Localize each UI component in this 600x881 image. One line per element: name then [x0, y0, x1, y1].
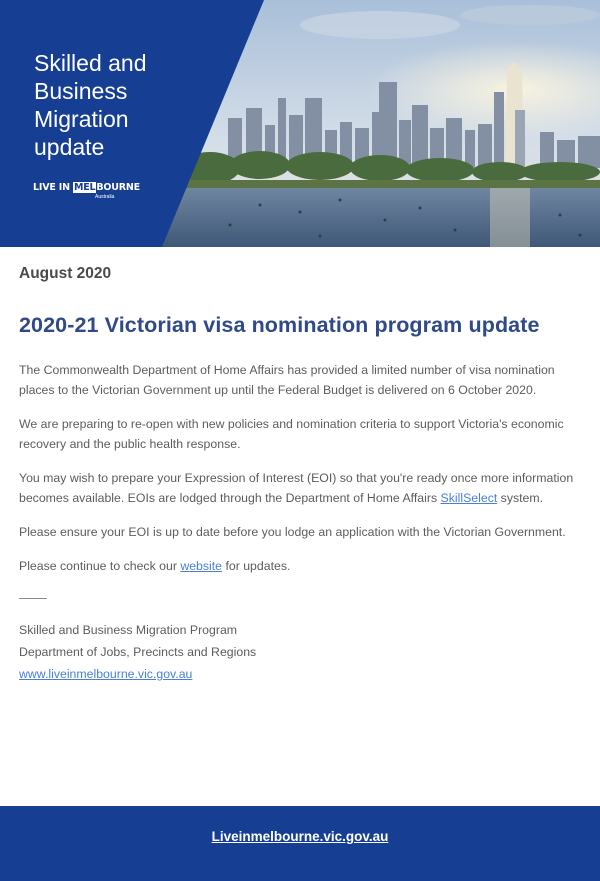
- signature-block: [19, 619, 581, 685]
- paragraph: The Commonwealth Department of Home Affairs has provided a limited number of visa nomination places to the Victorian Government up until the Federal Budget is delivered on 6 October 2020.: [19, 363, 555, 397]
- banner-title: [34, 49, 204, 161]
- banner-title-line: Migration: [34, 106, 129, 133]
- footer-bar: [0, 806, 600, 881]
- paragraph: Please continue to check our website for updates.: [19, 559, 291, 573]
- banner-title-line: update: [34, 134, 105, 161]
- email-body: [0, 264, 600, 685]
- signature-website-link[interactable]: www.liveinmelbourne.vic.gov.au: [19, 667, 193, 681]
- signature-department: Department of Jobs, Precincts and Regions: [19, 645, 257, 659]
- headline: 2020-21 Victorian visa nomination program update: [19, 313, 540, 337]
- header-banner: [0, 0, 600, 247]
- paragraph: We are preparing to re-open with new policies and nomination criteria to support Victoria's economic recovery and the public health response.: [19, 417, 564, 451]
- footer-website-link[interactable]: Liveinmelbourne.vic.gov.au: [211, 829, 389, 844]
- divider: [19, 598, 47, 599]
- website-link[interactable]: website: [180, 559, 223, 573]
- paragraph: Please ensure your EOI is up to date before you lodge an application with the Victorian Government.: [19, 525, 566, 539]
- banner-title-line: Business: [34, 78, 128, 105]
- banner-title-line: Skilled and: [34, 50, 147, 77]
- paragraph: You may wish to prepare your Expression of Interest (EOI) so that you're ready once more information becomes available. EOIs are lodged through the Department of Home Affairs SkillSelect system.: [19, 471, 574, 505]
- skillselect-link[interactable]: SkillSelect: [440, 491, 498, 505]
- live-in-melbourne-logo: LIVE IN MELBOURNE Australia: [33, 182, 140, 200]
- signature-program: Skilled and Business Migration Program: [19, 623, 238, 637]
- issue-date: August 2020: [19, 265, 112, 282]
